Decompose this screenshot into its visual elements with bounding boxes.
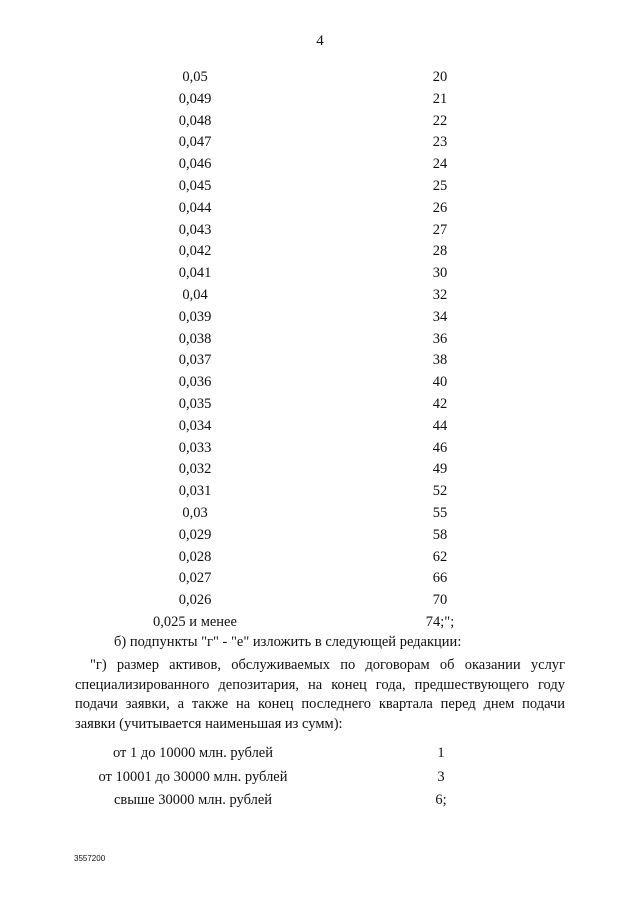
rate-points: 32 [432, 286, 448, 303]
rate-points: 36 [432, 330, 448, 347]
table-row [0, 374, 640, 396]
table-row [0, 592, 640, 614]
rate-value: 0,041 [178, 265, 212, 282]
rate-table [0, 69, 640, 636]
rate-points: 52 [432, 483, 448, 500]
rate-value: 0,043 [178, 221, 212, 238]
rate-value: 0,048 [178, 112, 212, 129]
table-row [0, 527, 640, 549]
table-row [0, 440, 640, 462]
table-row [0, 243, 640, 265]
rate-points: 34 [432, 308, 448, 325]
table-row [0, 792, 640, 816]
table-row [0, 745, 640, 769]
table-row [0, 769, 640, 793]
rate-value: 0,031 [178, 483, 212, 500]
table-row [0, 505, 640, 527]
rate-value: 0,047 [178, 134, 212, 151]
table-row [0, 461, 640, 483]
table-row [0, 222, 640, 244]
rate-points: 38 [432, 352, 448, 369]
rate-points: 58 [432, 526, 448, 543]
rate-value: 0,035 [178, 395, 212, 412]
rate-value: 0,045 [178, 177, 212, 194]
rate-value: 0,025 и менее [153, 613, 237, 630]
rate-points: 26 [432, 199, 448, 216]
rate-value: 0,032 [178, 461, 212, 478]
page-number: 4 [316, 33, 324, 49]
rate-value: 0,044 [178, 199, 212, 216]
tier-points: 1 [437, 745, 445, 761]
rate-points: 30 [432, 265, 448, 282]
rate-points: 66 [432, 570, 448, 587]
rate-value: 0,036 [178, 374, 212, 391]
tier-range: от 10001 до 30000 млн. рублей [98, 768, 288, 785]
paragraph-b: б) подпункты "г" - "е" изложить в следующей редакции: [114, 634, 462, 650]
table-row [0, 134, 640, 156]
rate-points: 27 [432, 221, 448, 238]
rate-value: 0,05 [182, 69, 208, 85]
table-row [0, 549, 640, 571]
rate-points: 21 [432, 90, 448, 107]
rate-value: 0,042 [178, 243, 212, 260]
rate-points: 22 [432, 112, 448, 129]
tier-range: от 1 до 10000 млн. рублей [112, 745, 274, 761]
rate-points: 24 [432, 156, 448, 173]
rate-value: 0,03 [182, 504, 208, 521]
table-row [0, 69, 640, 91]
table-row [0, 200, 640, 222]
table-row [0, 178, 640, 200]
table-row [0, 113, 640, 135]
rate-points: 46 [432, 439, 448, 456]
table-row [0, 156, 640, 178]
rate-value: 0,04 [182, 286, 208, 303]
rate-value: 0,037 [178, 352, 212, 369]
table-row [0, 396, 640, 418]
rate-value: 0,038 [178, 330, 212, 347]
rate-value: 0,046 [178, 156, 212, 173]
table-row [0, 418, 640, 440]
rate-value: 0,033 [178, 439, 212, 456]
rate-value: 0,039 [178, 308, 212, 325]
table-row [0, 91, 640, 113]
document-code: 3557200 [74, 854, 106, 863]
rate-points: 40 [432, 374, 448, 391]
table-row [0, 309, 640, 331]
rate-points: 55 [432, 504, 448, 521]
asset-tier-table [0, 745, 640, 816]
table-row [0, 265, 640, 287]
rate-points: 42 [432, 395, 448, 412]
rate-points: 62 [432, 548, 448, 565]
rate-value: 0,049 [178, 90, 212, 107]
rate-value: 0,028 [178, 548, 212, 565]
rate-points: 74;"; [425, 613, 455, 630]
rate-points: 25 [432, 177, 448, 194]
rate-points: 23 [432, 134, 448, 151]
paragraph-g: "г) размер активов, обслуживаемых по договорам об оказании услуг специализированного депозитария, на конец года, предшествующего году подачи заявки, а также на конец последнего квартала перед днем подачи заявки (учитывается наименьшая из сумм): [75, 657, 565, 732]
table-row [0, 483, 640, 505]
rate-value: 0,026 [178, 592, 212, 609]
rate-points: 70 [432, 592, 448, 609]
table-row [0, 570, 640, 592]
rate-points: 49 [432, 461, 448, 478]
tier-range: свыше 30000 млн. рублей [113, 792, 273, 808]
rate-points: 28 [432, 243, 448, 260]
table-row [0, 287, 640, 309]
rate-points: 44 [432, 417, 448, 434]
rate-value: 0,027 [178, 570, 212, 587]
tier-points: 3 [437, 768, 445, 785]
rate-value: 0,029 [178, 526, 212, 543]
rate-points: 20 [432, 69, 448, 85]
tier-points: 6; [435, 792, 447, 808]
rate-value: 0,034 [178, 417, 212, 434]
table-row [0, 331, 640, 353]
table-row [0, 352, 640, 374]
